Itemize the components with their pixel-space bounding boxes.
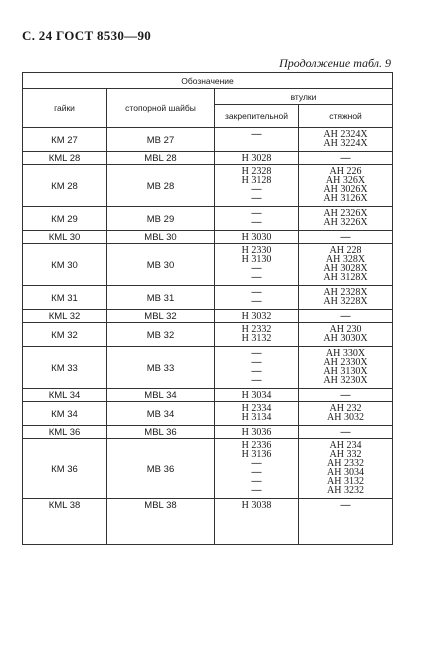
nut-designation: КМ 27	[23, 128, 107, 152]
withdrawal-sleeve-value: АН 3126Х	[323, 193, 368, 204]
clamping-sleeve-cell	[215, 207, 299, 231]
withdrawal-sleeve-value: АН 3032	[327, 412, 364, 423]
table-row	[23, 347, 393, 389]
clamping-sleeve-cell	[215, 347, 299, 389]
withdrawal-sleeve-value: —	[340, 232, 351, 243]
header-clamping: закрепительной	[215, 105, 299, 128]
table-row	[23, 402, 393, 426]
withdrawal-sleeve-value: АН 230	[329, 324, 362, 335]
washer-designation: МВL 38	[107, 499, 215, 545]
washer-designation: МВL 32	[107, 310, 215, 323]
clamping-sleeve-value: —	[251, 348, 262, 359]
clamping-sleeve-cell	[215, 499, 299, 545]
clamping-sleeve-value: Н 2332	[241, 324, 272, 335]
washer-designation: МВL 30	[107, 231, 215, 244]
nut-designation: КМL 32	[23, 310, 107, 323]
washer-designation: МВ 27	[107, 128, 215, 152]
withdrawal-sleeve-cell	[299, 347, 393, 389]
withdrawal-sleeve-value: АН 2326Х	[323, 208, 368, 219]
withdrawal-sleeve-value: АН 2324Х	[323, 129, 368, 140]
nut-designation: КМL 36	[23, 426, 107, 439]
withdrawal-sleeve-value: АН 3128Х	[323, 272, 368, 283]
table-row	[23, 152, 393, 165]
table-row	[23, 286, 393, 310]
washer-designation: МВL 36	[107, 426, 215, 439]
withdrawal-sleeve-value: АН 3026Х	[323, 184, 368, 195]
withdrawal-sleeve-value: АН 3232	[327, 485, 364, 496]
table-row	[23, 244, 393, 286]
clamping-sleeve-value: —	[251, 467, 262, 478]
table-row	[23, 231, 393, 244]
withdrawal-sleeve-value: —	[340, 390, 351, 401]
table-row	[23, 439, 393, 499]
withdrawal-sleeve-cell	[299, 152, 393, 165]
nut-designation: КМL 38	[23, 499, 107, 545]
withdrawal-sleeve-cell	[299, 323, 393, 347]
table-row	[23, 389, 393, 402]
withdrawal-sleeve-value: АН 3132	[327, 476, 364, 487]
clamping-sleeve-cell	[215, 323, 299, 347]
withdrawal-sleeve-value: АН 226	[329, 166, 362, 177]
withdrawal-sleeve-value: АН 3030Х	[323, 333, 368, 344]
withdrawal-sleeve-cell	[299, 231, 393, 244]
table-body	[23, 128, 393, 545]
clamping-sleeve-value: —	[251, 217, 262, 228]
clamping-sleeve-value: Н 3132	[241, 333, 272, 344]
clamping-sleeve-cell	[215, 389, 299, 402]
washer-designation: МВ 28	[107, 165, 215, 207]
page-number: С. 24	[22, 28, 53, 43]
nut-designation: КМL 30	[23, 231, 107, 244]
clamping-sleeve-value: —	[251, 193, 262, 204]
page-header	[22, 28, 151, 44]
clamping-sleeve-value: Н 3128	[241, 175, 272, 186]
withdrawal-sleeve-value: АН 328Х	[325, 254, 366, 265]
header-withdrawal: стяжной	[299, 105, 393, 128]
nut-designation: КМ 30	[23, 244, 107, 286]
withdrawal-sleeve-value: АН 3028Х	[323, 263, 368, 274]
clamping-sleeve-cell	[215, 402, 299, 426]
withdrawal-sleeve-value: АН 2328Х	[323, 287, 368, 298]
withdrawal-sleeve-cell	[299, 128, 393, 152]
clamping-sleeve-value: —	[251, 366, 262, 377]
clamping-sleeve-value: Н 3136	[241, 449, 272, 460]
withdrawal-sleeve-value: АН 3228Х	[323, 296, 368, 307]
clamping-sleeve-value: —	[251, 458, 262, 469]
clamping-sleeve-cell	[215, 244, 299, 286]
table-continuation-note: Продолжение табл. 9	[279, 56, 391, 70]
table-row	[23, 426, 393, 439]
clamping-sleeve-cell	[215, 231, 299, 244]
withdrawal-sleeve-cell	[299, 244, 393, 286]
withdrawal-sleeve-cell	[299, 426, 393, 439]
withdrawal-sleeve-value: —	[340, 500, 351, 511]
withdrawal-sleeve-value: АН 2330Х	[323, 357, 368, 368]
standard-code: ГОСТ 8530—90	[55, 28, 152, 43]
nut-designation: КМ 28	[23, 165, 107, 207]
clamping-sleeve-value: —	[251, 184, 262, 195]
withdrawal-sleeve-value: АН 3034	[327, 467, 364, 478]
clamping-sleeve-value: —	[251, 485, 262, 496]
withdrawal-sleeve-value: —	[340, 427, 351, 438]
clamping-sleeve-cell	[215, 165, 299, 207]
withdrawal-sleeve-cell	[299, 310, 393, 323]
clamping-sleeve-value: Н 3038	[241, 500, 272, 511]
washer-designation: МВ 33	[107, 347, 215, 389]
withdrawal-sleeve-value: АН 2332	[327, 458, 364, 469]
nut-designation: КМ 36	[23, 439, 107, 499]
clamping-sleeve-value: Н 3032	[241, 311, 272, 322]
table-row	[23, 128, 393, 152]
withdrawal-sleeve-value: АН 3130Х	[323, 366, 368, 377]
withdrawal-sleeve-cell	[299, 165, 393, 207]
washer-designation: МВ 29	[107, 207, 215, 231]
clamping-sleeve-value: —	[251, 357, 262, 368]
clamping-sleeve-value: —	[251, 375, 262, 386]
designation-table	[22, 72, 393, 545]
nut-designation: КМ 29	[23, 207, 107, 231]
washer-designation: МВL 28	[107, 152, 215, 165]
withdrawal-sleeve-value: АН 3226Х	[323, 217, 368, 228]
washer-designation: МВ 36	[107, 439, 215, 499]
clamping-sleeve-cell	[215, 152, 299, 165]
clamping-sleeve-value: —	[251, 476, 262, 487]
nut-designation: КМ 31	[23, 286, 107, 310]
table-row	[23, 323, 393, 347]
withdrawal-sleeve-cell	[299, 286, 393, 310]
withdrawal-sleeve-value: АН 3224Х	[323, 138, 368, 149]
clamping-sleeve-value: Н 2336	[241, 440, 272, 451]
clamping-sleeve-value: Н 3034	[241, 390, 272, 401]
washer-designation: МВ 32	[107, 323, 215, 347]
table-row	[23, 207, 393, 231]
withdrawal-sleeve-value: АН 3230Х	[323, 375, 368, 386]
clamping-sleeve-value: Н 3134	[241, 412, 272, 423]
withdrawal-sleeve-value: —	[340, 153, 351, 164]
clamping-sleeve-cell	[215, 310, 299, 323]
table-row	[23, 165, 393, 207]
clamping-sleeve-value: Н 2328	[241, 166, 272, 177]
table-row	[23, 499, 393, 545]
washer-designation: МВ 34	[107, 402, 215, 426]
withdrawal-sleeve-cell	[299, 439, 393, 499]
washer-designation: МВ 31	[107, 286, 215, 310]
header-lock-washer: стопорной шайбы	[107, 89, 215, 128]
withdrawal-sleeve-value: АН 332	[329, 449, 362, 460]
nut-designation: КМ 32	[23, 323, 107, 347]
washer-designation: МВ 30	[107, 244, 215, 286]
clamping-sleeve-value: —	[251, 263, 262, 274]
clamping-sleeve-cell	[215, 128, 299, 152]
clamping-sleeve-value: —	[251, 296, 262, 307]
clamping-sleeve-cell	[215, 439, 299, 499]
nut-designation: КМ 34	[23, 402, 107, 426]
table-row	[23, 310, 393, 323]
withdrawal-sleeve-cell	[299, 402, 393, 426]
clamping-sleeve-value: Н 3028	[241, 153, 272, 164]
withdrawal-sleeve-value: АН 234	[329, 440, 362, 451]
withdrawal-sleeve-value: АН 330Х	[325, 348, 366, 359]
withdrawal-sleeve-cell	[299, 499, 393, 545]
clamping-sleeve-value: Н 2334	[241, 403, 272, 414]
clamping-sleeve-value: Н 3030	[241, 232, 272, 243]
withdrawal-sleeve-cell	[299, 389, 393, 402]
clamping-sleeve-cell	[215, 426, 299, 439]
header-sleeve: втулки	[215, 89, 393, 105]
clamping-sleeve-cell	[215, 286, 299, 310]
withdrawal-sleeve-value: АН 326Х	[325, 175, 366, 186]
nut-designation: КМL 34	[23, 389, 107, 402]
nut-designation: КМ 33	[23, 347, 107, 389]
header-nut: гайки	[23, 89, 107, 128]
washer-designation: МВL 34	[107, 389, 215, 402]
clamping-sleeve-value: —	[251, 287, 262, 298]
clamping-sleeve-value: —	[251, 129, 262, 140]
withdrawal-sleeve-value: АН 232	[329, 403, 362, 414]
header-designation: Обозначение	[23, 73, 393, 89]
nut-designation: КМL 28	[23, 152, 107, 165]
withdrawal-sleeve-value: —	[340, 311, 351, 322]
clamping-sleeve-value: —	[251, 272, 262, 283]
withdrawal-sleeve-value: АН 228	[329, 245, 362, 256]
withdrawal-sleeve-cell	[299, 207, 393, 231]
clamping-sleeve-value: —	[251, 208, 262, 219]
clamping-sleeve-value: Н 2330	[241, 245, 272, 256]
clamping-sleeve-value: Н 3036	[241, 427, 272, 438]
clamping-sleeve-value: Н 3130	[241, 254, 272, 265]
